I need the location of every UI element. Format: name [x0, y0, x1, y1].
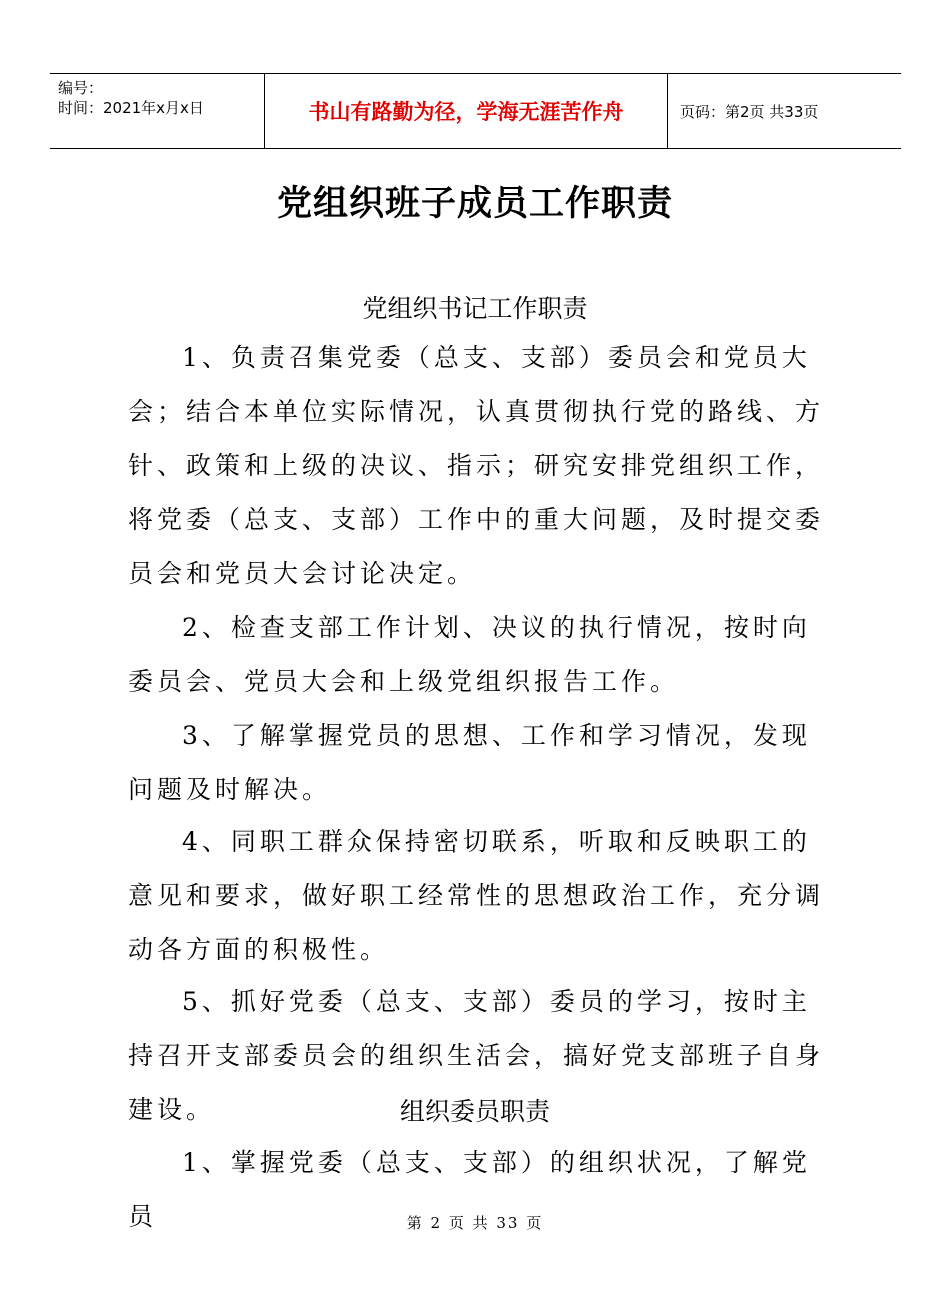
- paragraph: 1、负责召集党委（总支、支部）委员会和党员大会；结合本单位实际情况，认真贯彻执行党的路线、方针、政策和上级的决议、指示；研究安排党组织工作，将党委（总支、支部）工作中的重大问题，及时提交委员会和党员大会讨论决定。: [128, 343, 825, 588]
- header-meta: [50, 74, 265, 148]
- page-header: [50, 73, 901, 149]
- paragraph: 1、掌握党委（总支、支部）的组织状况，了解党员: [128, 1148, 811, 1231]
- header-page-info: 页码：第2页 共33页: [680, 102, 819, 121]
- document-title: 党组织班子成员工作职责: [276, 183, 673, 224]
- time-label: 时间：2021年x月x日: [58, 99, 204, 117]
- paragraph: 5、抓好党委（总支、支部）委员的学习，按时主持召开支部委员会的组织生活会，搞好党支部班子自身建设。: [128, 987, 825, 1124]
- header-motto: 书山有路勤为径，学海无涯苦作舟: [265, 74, 668, 148]
- paragraph: 2、检查支部工作计划、决议的执行情况，按时向委员会、党员大会和上级党组织报告工作。: [128, 613, 811, 696]
- paragraph: 4、同职工群众保持密切联系，听取和反映职工的意见和要求，做好职工经常性的思想政治工作，充分调动各方面的积极性。: [128, 827, 825, 964]
- paragraph: 3、了解掌握党员的思想、工作和学习情况，发现问题及时解决。: [128, 721, 811, 804]
- number-label: 编号：: [58, 79, 104, 97]
- section-title: 组织委员职责: [399, 1097, 550, 1126]
- section-title: 党组织书记工作职责: [362, 294, 588, 323]
- page-footer: 第 2 页 共 33 页: [406, 1214, 544, 1232]
